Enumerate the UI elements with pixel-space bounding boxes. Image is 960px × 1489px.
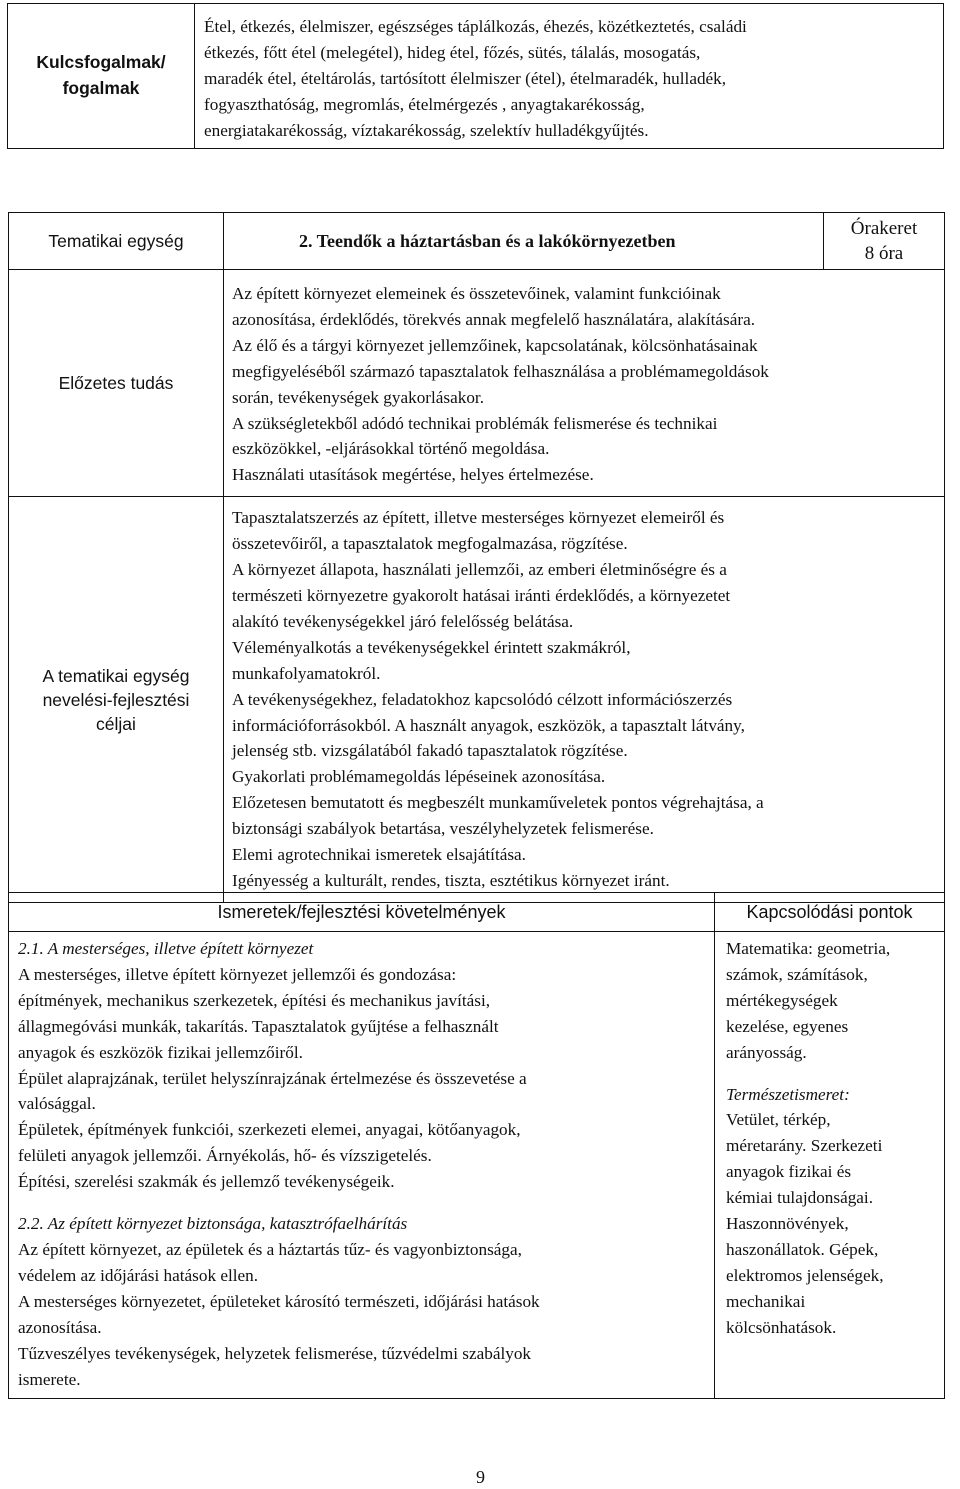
- goal-line: A környezet állapota, használati jellemzői, az emberi életminőségre és a: [232, 560, 727, 580]
- prior-knowledge-content: [224, 270, 945, 497]
- link-line: mértékegységek: [726, 990, 838, 1010]
- section-line: Épületek, építmények funkciói, szerkezeti elemei, anyagai, kötőanyagok,: [18, 1120, 521, 1140]
- section-title: 2.1. A mesterséges, illetve épített környezet: [18, 939, 314, 958]
- links-content: [715, 932, 945, 1399]
- goal-line: Igényesség a kulturált, rendes, tiszta, esztétikus környezet iránt.: [232, 870, 670, 890]
- section-line: azonosítása.: [18, 1317, 102, 1337]
- section-line: A mesterséges környezetet, épületeket károsító természeti, időjárási hatások: [18, 1291, 540, 1311]
- keywords-line: Étel, étkezés, élelmiszer, egészséges táplálkozás, éhezés, közétkeztetés, családi: [204, 17, 747, 36]
- goal-line: Véleményalkotás a tevékenységekkel érintett szakmákról,: [232, 637, 631, 657]
- keywords-label-line: fogalmak: [62, 78, 140, 98]
- requirements-table: [8, 892, 945, 1399]
- goals-content: [224, 497, 945, 903]
- prior-line: megfigyeléséből származó tapasztalatok felhasználása a problémamegoldások: [232, 361, 769, 381]
- prior-line: Az élő és a tárgyi környezet jellemzőinek, kapcsolatának, kölcsönhatásainak: [232, 335, 758, 355]
- goal-line: összetevőiről, a tapasztalatok megfogalmazása, rögzítése.: [232, 534, 628, 554]
- section-line: A mesterséges, illetve épített környezet jellemzői és gondozása:: [18, 964, 457, 984]
- goal-line: természeti környezetre gyakorolt hatásai iránti érdeklődés, a környezetet: [232, 585, 731, 605]
- keywords-line: energiatakarékosság, víztakarékosság, szelektív hulladékgyűjtés.: [204, 121, 649, 140]
- goal-line: Gyakorlati problémamegoldás lépéseinek azonosítása.: [232, 767, 606, 787]
- goals-label-line: nevelési-fejlesztési: [42, 689, 190, 710]
- link-line: Haszonnövények,: [726, 1214, 849, 1234]
- section-line: felületi anyagok jellemzői. Árnyékolás, hő- és vízszigetelés.: [18, 1146, 432, 1166]
- keywords-line: fogyaszthatóság, megromlás, ételmérgezés , anyagtakarékosság,: [204, 95, 645, 114]
- section-line: Tűzveszélyes tevékenységek, helyzetek felismerése, tűzvédelmi szabályok: [18, 1343, 532, 1363]
- thematic-unit-table: [8, 212, 945, 903]
- goal-line: Előzetesen bemutatott és megbeszélt munkaműveletek pontos végrehajtása, a: [232, 793, 764, 813]
- page-number: 9: [476, 1467, 485, 1487]
- link-title: Természetismeret:: [726, 1084, 850, 1104]
- goals-label-line: céljai: [96, 713, 136, 734]
- section-line: építmények, mechanikus szerkezetek, építési és mechanikus javítási,: [18, 990, 491, 1010]
- prior-knowledge-label: Előzetes tudás: [9, 270, 224, 497]
- link-line: elektromos jelenségek,: [726, 1265, 884, 1285]
- link-line: számok, számítások,: [726, 964, 868, 984]
- goal-line: munkafolyamatokról.: [232, 663, 381, 683]
- link-line: Vetület, térkép,: [726, 1110, 831, 1130]
- keywords-line: maradék étel, ételtárolás, tartósított élelmiszer (étel), ételmaradék, hulladék,: [204, 69, 727, 88]
- link-line: méretarány. Szerkezeti: [726, 1136, 883, 1156]
- unit-title: 2. Teendők a háztartásban és a lakókörnyezetben: [224, 213, 824, 270]
- section-line: állagmegóvási munkák, takarítás. Tapasztalatok gyűjtése a felhasznált: [18, 1016, 499, 1036]
- keywords-table: [7, 3, 944, 149]
- link-line: mechanikai: [726, 1291, 806, 1311]
- section-line: anyagok és eszközök fizikai jellemzőiről.: [18, 1042, 303, 1062]
- goal-line: A tevékenységekhez, feladatokhoz kapcsolódó célzott információszerzés: [232, 689, 733, 709]
- keywords-label: [8, 4, 195, 149]
- goal-line: jelenség stb. vizsgálatából fakadó tapasztalatok rögzítése.: [232, 741, 628, 761]
- goals-label: [9, 497, 224, 903]
- link-line: kölcsönhatások.: [726, 1317, 837, 1337]
- section-line: Építési, szerelési szakmák és jellemző tevékenységeik.: [18, 1172, 395, 1192]
- goal-line: Elemi agrotechnikai ismeretek elsajátítása.: [232, 845, 526, 865]
- link-line: haszonállatok. Gépek,: [726, 1239, 879, 1259]
- keywords-label-line: Kulcsfogalmak/: [36, 52, 166, 73]
- keywords-line: étkezés, főtt étel (melegétel), hideg étel, főzés, sütés, tálalás, mosogatás,: [204, 43, 701, 62]
- link-line: kémiai tulajdonságai.: [726, 1188, 874, 1208]
- section-line: Épület alaprajzának, terület helyszínrajzának értelmezése és összevetése a: [18, 1068, 527, 1088]
- section-line: ismerete.: [18, 1369, 81, 1389]
- hours-box: [824, 213, 945, 270]
- goals-label-line: A tematikai egység: [42, 665, 190, 686]
- section-line: Az épített környezet, az épületek és a háztartás tűz- és vagyonbiztonsága,: [18, 1239, 522, 1259]
- requirements-content: [9, 932, 715, 1399]
- hours-label: Órakeret: [850, 218, 918, 239]
- goal-line: Tapasztalatszerzés az épített, illetve mesterséges környezet elemeiről és: [232, 508, 725, 528]
- goal-line: információforrásokból. A használt anyagok, eszközök, a tapasztalt látvány,: [232, 715, 745, 735]
- section-line: valósággal.: [18, 1094, 96, 1114]
- hours-value: 8 óra: [864, 243, 904, 264]
- section-title: 2.2. Az épített környezet biztonsága, katasztrófaelhárítás: [18, 1214, 408, 1234]
- link-line: Matematika: geometria,: [726, 939, 891, 958]
- unit-label: Tematikai egység: [9, 213, 224, 270]
- links-header: Kapcsolódási pontok: [715, 893, 945, 932]
- link-line: kezelése, egyenes: [726, 1016, 849, 1036]
- keywords-content: [195, 4, 944, 149]
- section-line: védelem az időjárási hatások ellen.: [18, 1265, 259, 1285]
- goal-line: biztonsági szabályok betartása, veszélyhelyzetek felismerése.: [232, 819, 654, 839]
- link-line: arányosság.: [726, 1042, 807, 1062]
- prior-line: azonosítása, érdeklődés, törekvés annak megfelelő használatára, alakítására.: [232, 309, 756, 329]
- link-line: anyagok fizikai és: [726, 1162, 852, 1182]
- prior-line: eszközökkel, -eljárásokkal történő megoldása.: [232, 439, 550, 459]
- prior-line: A szükségletekből adódó technikai problémák felismerése és technikai: [232, 413, 718, 433]
- goal-line: alakító tevékenységekkel járó felelősség belátása.: [232, 611, 574, 631]
- prior-line: Használati utasítások megértése, helyes értelmezése.: [232, 465, 594, 485]
- prior-line: során, tevékenységek gyakorlásakor.: [232, 387, 484, 407]
- requirements-header: Ismeretek/fejlesztési követelmények: [9, 893, 715, 932]
- prior-line: Az épített környezet elemeinek és összetevőinek, valamint funkcióinak: [232, 284, 721, 303]
